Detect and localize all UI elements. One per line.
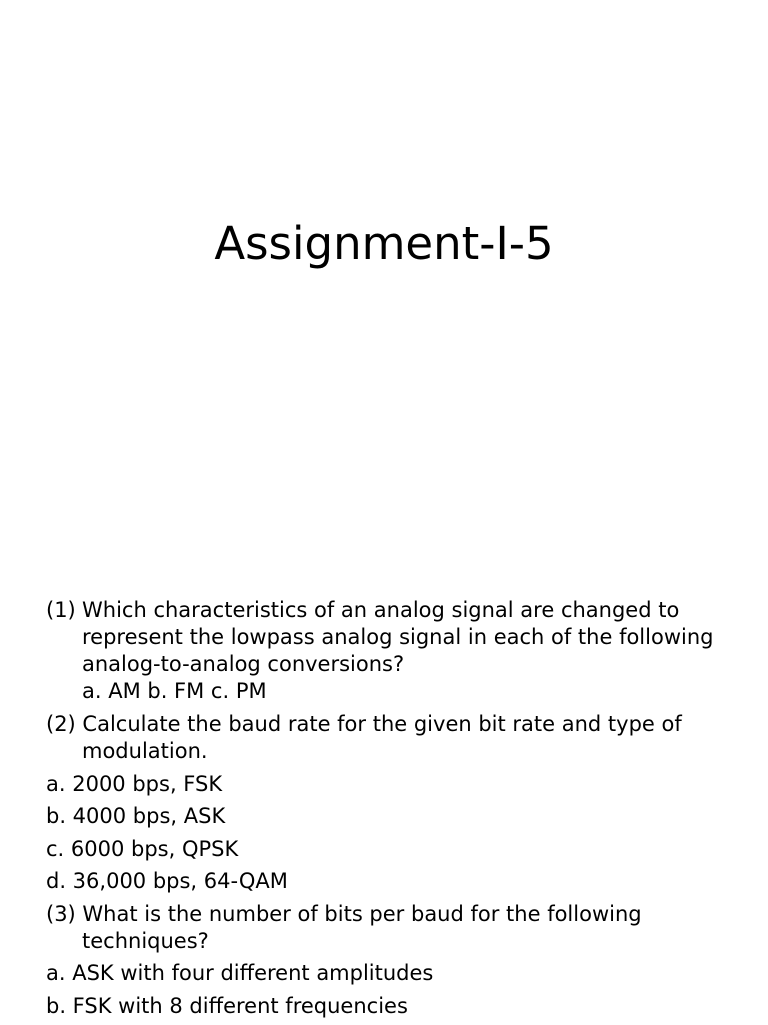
question-1 (46, 597, 736, 705)
question-3-item-a: a. ASK with four different amplitudes (46, 961, 434, 985)
question-1-text: Which characteristics of an analog signal are changed to represent the lowpass analog signal in each of the following analog-to-analog conversions? (82, 598, 714, 676)
question-2-item-d: d. 36,000 bps, 64-QAM (46, 869, 288, 893)
question-2-item-a: a. 2000 bps, FSK (46, 771, 223, 796)
question-2-text: (2) Calculate the baud rate for the given bit rate and type of modulation. (46, 712, 682, 763)
question-1-options: a. AM b. FM c. PM (82, 679, 267, 703)
question-1-body (82, 597, 736, 705)
question-3-item-b: b. FSK with 8 different frequencies (46, 993, 408, 1018)
question-2-item-b: b. 4000 bps, ASK (46, 804, 226, 828)
slide-title: Assignment-I-5 (214, 217, 554, 270)
question-list (46, 597, 736, 1025)
question-2-item-c: c. 6000 bps, QPSK (46, 836, 239, 861)
question-3-text: (3) What is the number of bits per baud for the following techniques? (46, 901, 642, 953)
question-1-number: (1) (46, 598, 76, 622)
